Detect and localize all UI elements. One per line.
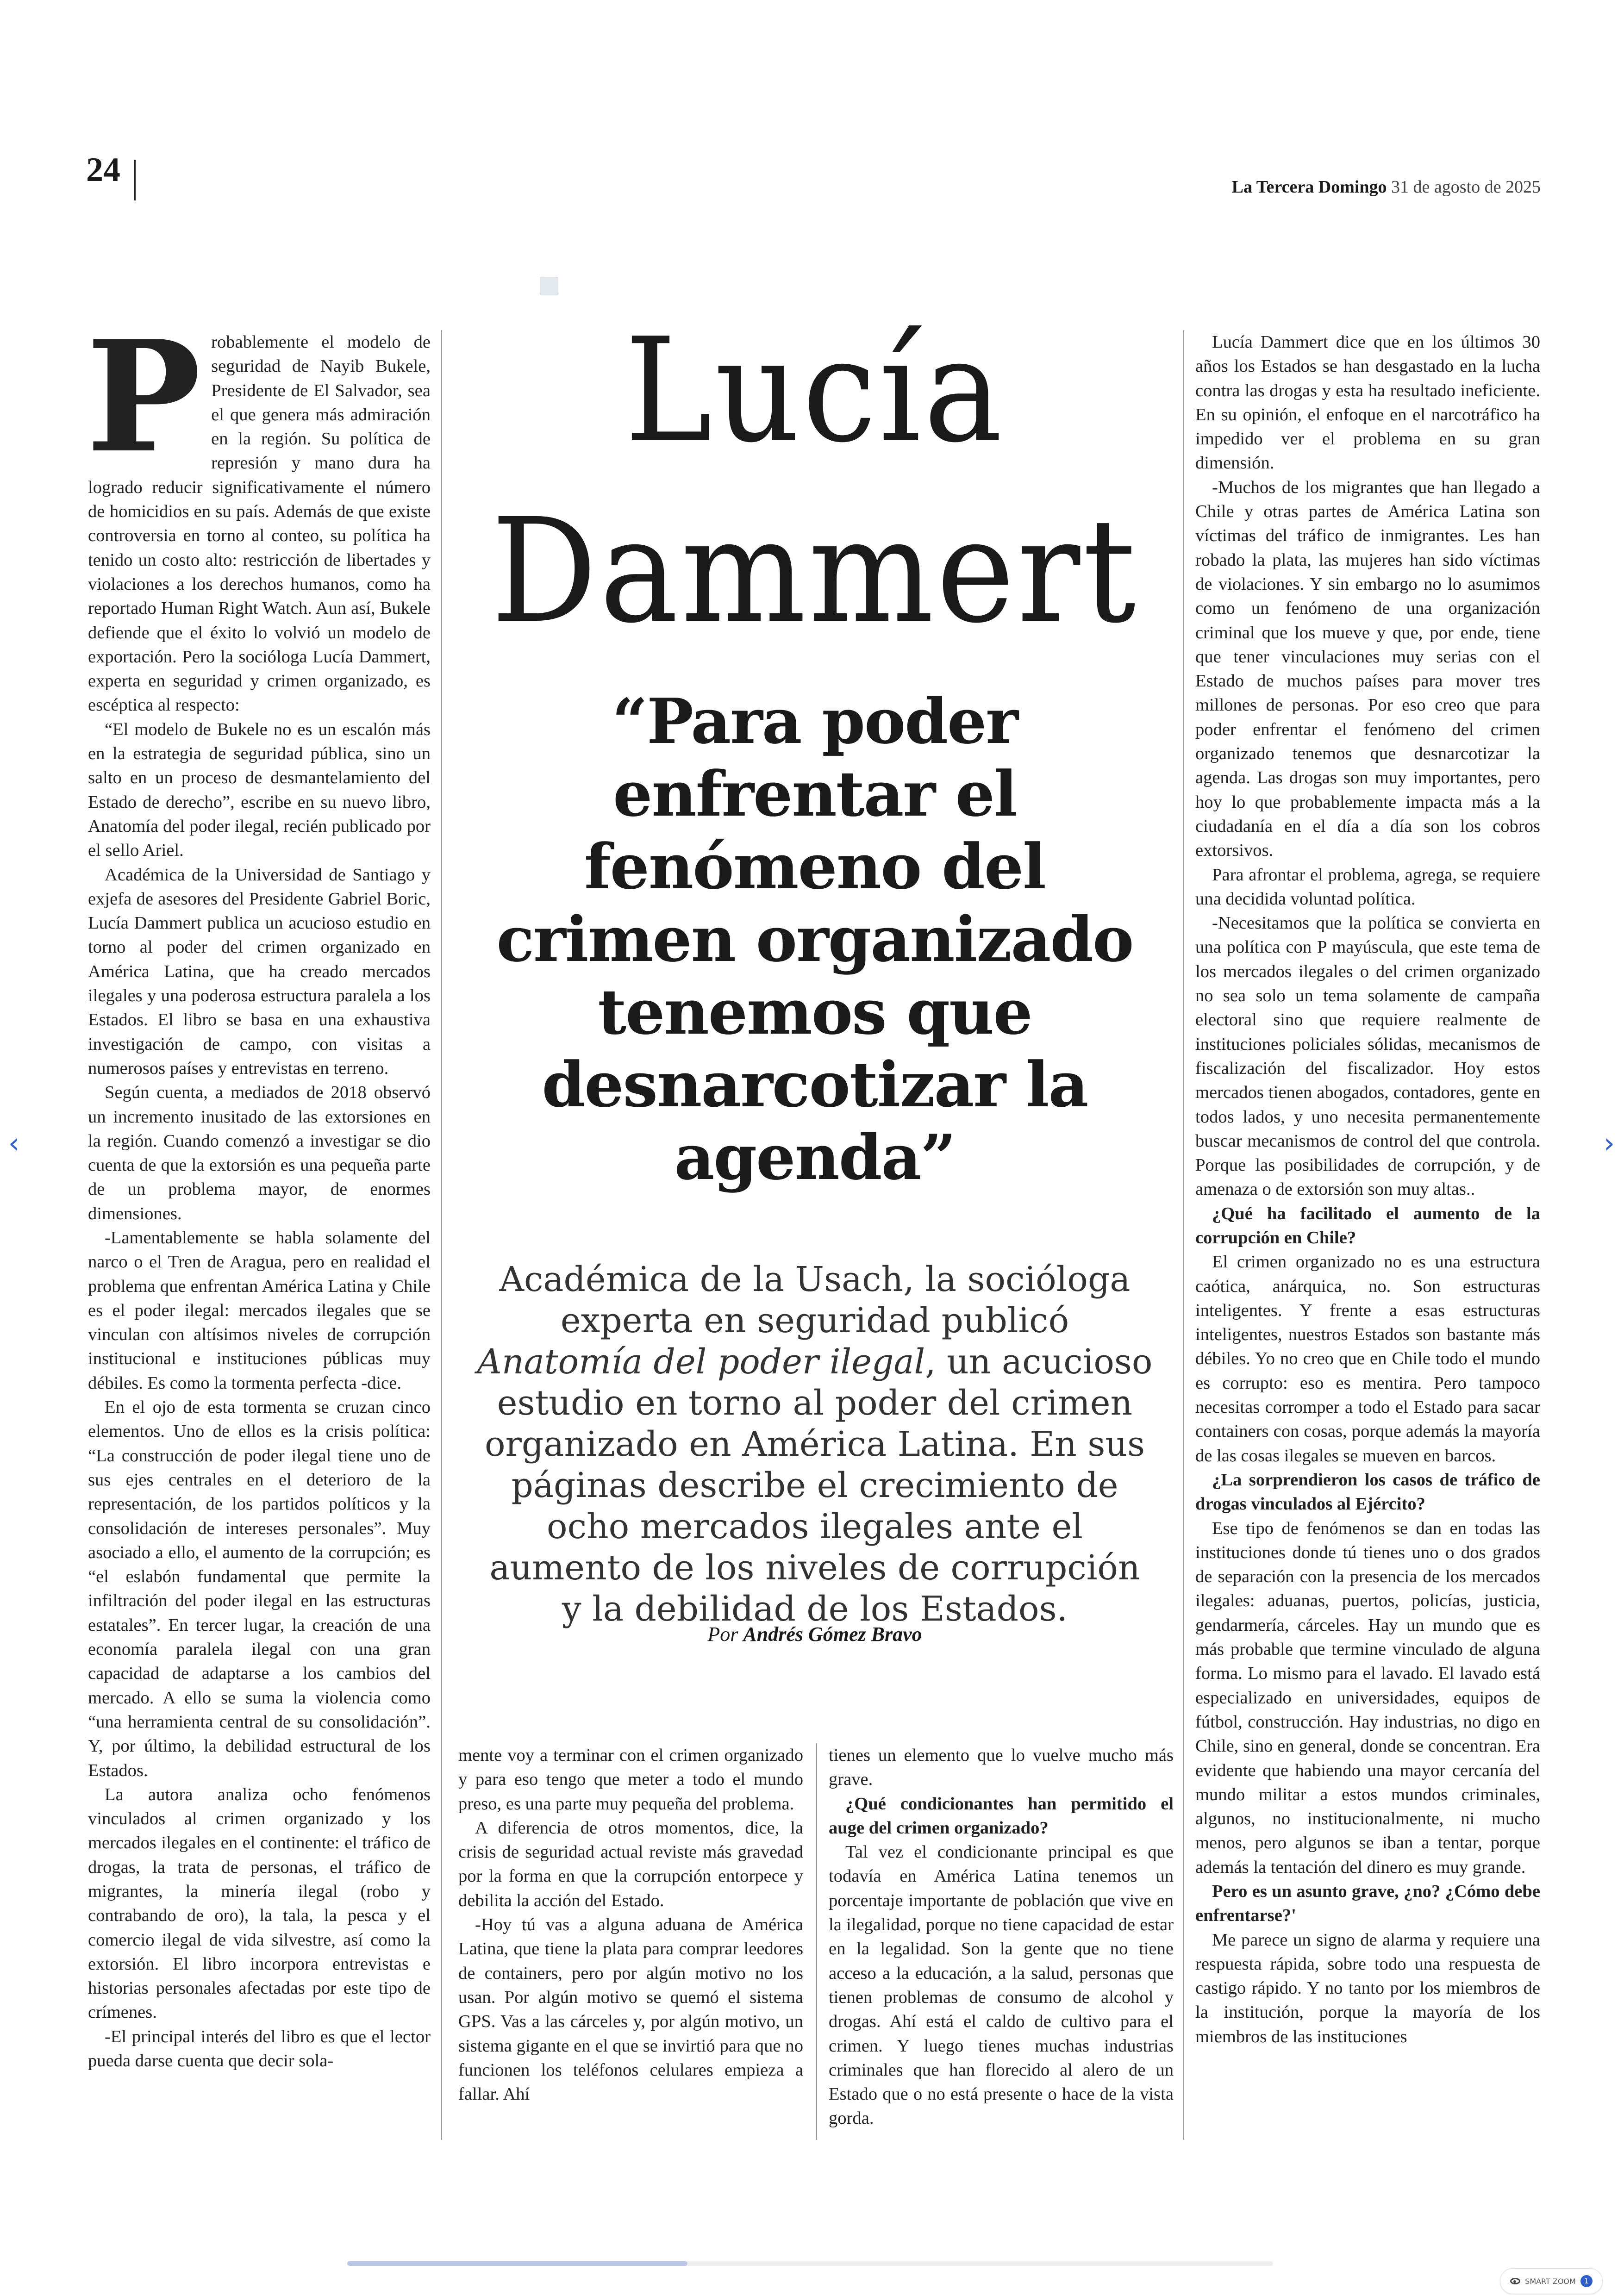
deck-text-2: , un acucioso estudio en torno al poder del crimen organizado en América Latina. En sus páginas describe el crecimiento de ocho mercados ilegales ante el aumento de los niveles de corrupción y la debilidad de los Estados. bbox=[484, 1342, 1153, 1629]
body-paragraph: El crimen organizado no es una estructura caótica, anárquica, no. Son estructuras inteligentes. Y frente a esas estructuras inteligentes, nuestros Estados son bastante más débiles. Yo no creo que en Chile todo el mundo es corrupto: eso es mentira. Pero tampoco necesitas corromper a todo el Estado para sacar containers con cosas, porque además la mayoría de las cosas ilegales se mueven en barcos. bbox=[1195, 1252, 1540, 1466]
body-paragraph: Me parece un signo de alarma y requiere una respuesta rápida, sobre todo una respuesta de castigo rápido. Y no tanto por los miembros de la institución, porque la mayoría de los miembros de las instituciones bbox=[1195, 1930, 1540, 2046]
body-paragraph: tienes un elemento que lo vuelve mucho más grave. bbox=[829, 1746, 1174, 1790]
byline-prefix: Por bbox=[707, 1623, 743, 1646]
column-rule-2 bbox=[816, 1743, 817, 2140]
body-paragraph: -Muchos de los migrantes que han llegado a Chile y otras partes de América Latina son víctimas del tráfico de inmigrantes. Les han robado la plata, las mujeres han sido víctimas de violaciones. Y sin embargo no lo asumimos como un fenómeno de una organización criminal que los mueve y que, por ende, tiene que tener vinculaciones muy serias con el Estado de muchos países para mover tres millones de personas. Por eso creo que para poder enfrentar el fenómeno del crimen organizado tenemos que desnarcotizar la agenda. Las drogas son muy importantes, pero hoy lo que probablemente impacta más a la ciudadanía en el día a día son los cobros extorsivos. bbox=[1195, 477, 1540, 861]
column-rule-3 bbox=[1183, 330, 1184, 2140]
eye-icon bbox=[1510, 2278, 1520, 2284]
issue-date: 31 de agosto de 2025 bbox=[1391, 177, 1541, 197]
previous-page-icon[interactable]: ‹ bbox=[8, 1127, 19, 1160]
column-1-paragraphs bbox=[86, 307, 431, 2073]
body-paragraph: Tal vez el condicionante principal es que todavía en América Latina tenemos un porcentaje importante de población que vive en la ilegalidad, porque no tiene capacidad de estar en la legalidad. Son la gente que no tiene acceso a la educación, a la salud, personas que tienen problemas de consumo de alcohol y drogas. Ahí está el caldo de cultivo para el crimen. Y luego tienes muchas industrias criminales que han florecido al alero de un Estado que o no está presente o hace de la vista gorda. bbox=[829, 1842, 1174, 2128]
body-paragraph: -El principal interés del libro es que el lector pueda darse cuenta que decir sola- bbox=[88, 2027, 431, 2071]
body-paragraph: “El modelo de Bukele no es un escalón más en la estrategia de seguridad pública, sino un salto en un proceso de desmantelamiento del Estado de derecho”, escribe en su nuevo libro, Anatomía del poder ilegal, recién publicado por el sello Ariel. bbox=[88, 719, 431, 861]
body-paragraph: A diferencia de otros momentos, dice, la crisis de seguridad actual reviste más gravedad por la forma en que la corrupción entorpece y debilita la acción del Estado. bbox=[458, 1818, 803, 1910]
deck-summary bbox=[477, 1259, 1153, 1630]
drop-cap: P bbox=[86, 307, 201, 486]
body-paragraph: mente voy a terminar con el crimen organizado y para eso tengo que meter a todo el mundo preso, es una parte muy pequeña del problema. bbox=[458, 1746, 803, 1814]
body-paragraph: -Necesitamos que la política se convierta en una política con P mayúscula, que este tema de los mercados ilegales o del crimen organizado no sea solo un tema solamente de campaña electoral sino que requiere realmente de instituciones policiales sólidas, mecanismos de fiscalización del fiscalizador. Hoy estos mercados tienen abogados, contadores, gente en todos lados, y uno necesita permanentemente buscar mecanismos de control del que controla. Porque las posibilidades de corrupción, y de amenaza o de extorsión son muy altas.. bbox=[1195, 913, 1540, 1199]
body-paragraph: En el ojo de esta tormenta se cruzan cinco elementos. Uno de ellos es la crisis política: “La construcción de poder ilegal tiene uno de sus ejes centrales en el deterioro de la representación, de los partidos políticos y la consolidación de intereses personales”. Muy asociado a ello, el aumento de la corrupción; es “el eslabón fundamental que permite la infiltración del poder ilegal en las estructuras estatales”. En tercer lugar, la creación de una economía paralela ilegal con una gran capacidad de adaptarse a los cambios del mercado. A ello se suma la violencia como “una herramienta central de su consolidación”. Y, por último, la debilidad estructural de los Estados. bbox=[88, 1397, 431, 1780]
body-paragraph: Ese tipo de fenómenos se dan en todas las instituciones donde tú tienes uno o dos grados de separación con la presencia de los mercados ilegales: aduanas, puertos, policías, justicia, gendarmería, cárceles. Hay un mundo que es más probable que termine vinculado de alguna forma. Lo mismo para el lavado. El lavado está especializado en universidades, equipos de fútbol, construcción. Hay industrias, no digo en Chile, sino en general, donde se concentran. Era evidente que habiendo una mayor cercanía del mundo militar a estos mundos criminales, algunos, no institucionalmente, ni mucho menos, pero algunos se iban a tentar, porque además la tentación del dinero es muy grande. bbox=[1195, 1518, 1540, 1877]
body-paragraph: Lucía Dammert dice que en los últimos 30 años los Estados se han desgastado en la lucha contra las drogas y esta ha resultado ineficiente. En su opinión, el enfoque en el narcotráfico ha impedido ver el problema en su gran dimensión. bbox=[1195, 332, 1540, 473]
deck-text-1: Académica de la Usach, la socióloga experta en seguridad publicó bbox=[499, 1260, 1131, 1341]
body-paragraph: robablemente el modelo de seguridad de Nayib Bukele, Presidente de El Salvador, sea el que genera más admiración en la región. Su política de represión y mano dura ha logrado reducir significativamente el número de homicidios en su país. Además de que existe controversia en torno al conteo, su política ha tenido un costo alto: restricción de libertades y violaciones a los derechos humanos, como ha reportado Human Right Watch. Aun así, Bukele defiende que el éxito lo volvió un modelo de exportación. Pero la socióloga Lucía Dammert, experta en seguridad y crimen organizado, es escéptica al respecto: bbox=[88, 332, 431, 715]
interview-question: ¿La sorprendieron los casos de tráfico de drogas vinculados al Ejército? bbox=[1195, 1470, 1540, 1514]
byline bbox=[458, 1622, 1171, 1646]
page-number: 24 bbox=[86, 151, 120, 189]
interview-question: ¿Qué ha facilitado el aumento de la corrupción en Chile? bbox=[1195, 1204, 1540, 1247]
smart-zoom-badge: 1 bbox=[1580, 2275, 1593, 2287]
headline-first-name: Lucía bbox=[625, 307, 1005, 474]
smart-zoom-label: SMART ZOOM bbox=[1525, 2276, 1576, 2286]
body-paragraph: La autora analiza ocho fenómenos vinculados al crimen organizado y los mercados ilegales en el continente: el tráfico de drogas, la trata de personas, el tráfico de migrantes, la minería ilegal (robo y contrabando de oro), la tala, la pesca y el comercio ilegal de vida silvestre, así como la extorsión. El libro incorpora entrevistas e historias personales afectadas por este tipo de crímenes. bbox=[88, 1784, 431, 2022]
body-column-1 bbox=[86, 307, 431, 2073]
selection-marker[interactable] bbox=[540, 277, 558, 295]
headline-last-name: Dammert bbox=[491, 488, 1138, 655]
body-column-3 bbox=[829, 1743, 1174, 2131]
masthead bbox=[1232, 177, 1541, 197]
interview-question: Pero es un asunto grave, ¿no? ¿Cómo debe enfrentarse?' bbox=[1195, 1882, 1540, 1926]
body-paragraph: -Hoy tú vas a alguna aduana de América Latina, que tiene la plata para comprar leedores de containers, pero por algún motivo no los usan. Por algún motivo se quemó el sistema GPS. Vas a las cárceles y, por algún motivo, un sistema gigante en el que se invirtió para que no funcionen los teléfonos celulares empieza a fallar. Ahí bbox=[458, 1915, 803, 2104]
body-paragraph: Para afrontar el problema, agrega, se requiere una decidida voluntad política. bbox=[1195, 865, 1540, 909]
interview-question: ¿Qué condicionantes han permitido el auge del crimen organizado? bbox=[829, 1794, 1174, 1838]
folio-divider bbox=[134, 160, 136, 200]
body-paragraph: Académica de la Universidad de Santiago y exjefa de asesores del Presidente Gabriel Boric, Lucía Dammert publica un acucioso estudio en torno al poder del crimen organizado en América Latina, que ha creado mercados ilegales y una poderosa estructura paralela a los Estados. El libro se basa en una exhaustiva investigación de campo, con visitas a numerosos países y entrevistas en terreno. bbox=[88, 865, 431, 1078]
body-paragraph: -Lamentablemente se habla solamente del narco o el Tren de Aragua, pero en realidad el problema que enfrentan América Latina y Chile es el poder ilegal: mercados ilegales que se vinculan con altísimos niveles de corrupción institucional e instituciones públicas muy débiles. Es como la tormenta perfecta -dice. bbox=[88, 1228, 431, 1393]
pull-quote: “Para poder enfrentar el fenómeno del crimen organizado tenemos que desnarcotizar la agenda” bbox=[496, 685, 1133, 1194]
publication-name: La Tercera Domingo bbox=[1231, 177, 1387, 197]
column-rule-1 bbox=[441, 330, 442, 2140]
byline-author: Andrés Gómez Bravo bbox=[743, 1623, 922, 1646]
body-column-4 bbox=[1195, 330, 1540, 2049]
body-paragraph: Según cuenta, a mediados de 2018 observó un incremento inusitado de las extorsiones en la región. Cuando comenzó a investigar se dio cuenta de que la extorsión es una pequeña parte de un problema mayor, de enormes dimensiones. bbox=[88, 1083, 431, 1223]
deck-book-title: Anatomía del poder ilegal bbox=[477, 1342, 925, 1382]
page-scrollbar-thumb[interactable] bbox=[347, 2261, 687, 2266]
body-column-2 bbox=[458, 1743, 803, 2106]
smart-zoom-button[interactable] bbox=[1500, 2268, 1603, 2294]
next-page-icon[interactable]: › bbox=[1604, 1127, 1615, 1160]
